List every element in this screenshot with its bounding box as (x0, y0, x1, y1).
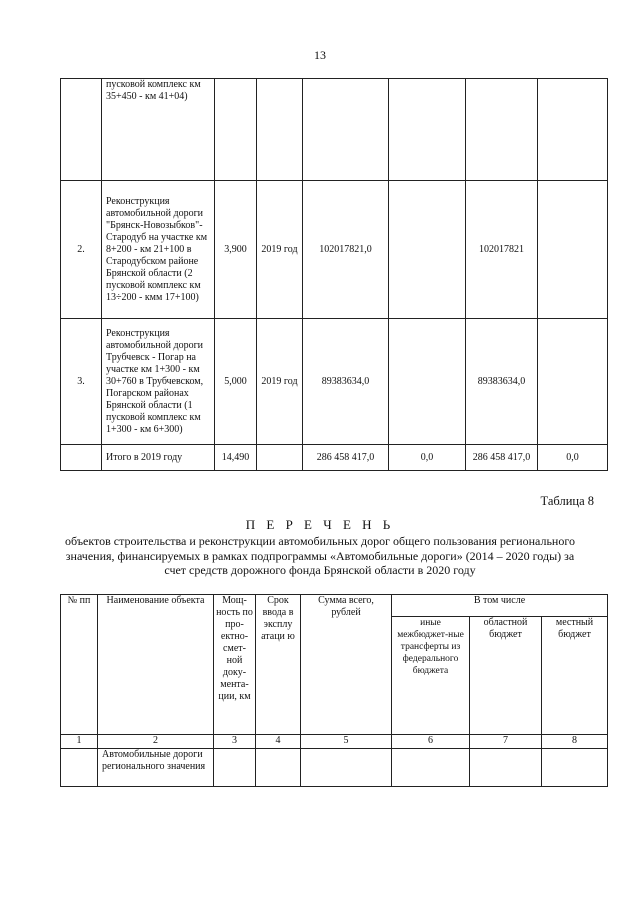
table-row (61, 181, 608, 319)
object-name: Реконструкция автомобильной дороги "Брянск-Новозыбков"-Стародуб на участке км 8+200 - км 21+100 в Стародубском районе Брянской области (2 пусковой комплекс км 13÷200 - кмм 17+100) (102, 181, 215, 319)
header-name: Наименование объекта (98, 595, 214, 735)
regional: 102017821 (466, 181, 538, 319)
col-number: 1 (61, 735, 98, 749)
federal: 0,0 (389, 445, 466, 471)
header-federal: иные межбюджет-ные трансферты из федерального бюджета (392, 617, 470, 735)
table-caption: Таблица 8 (540, 494, 594, 508)
column-number-row (61, 735, 608, 749)
length: 3,900 (215, 181, 257, 319)
object-name: Реконструкция автомобильной дороги Трубчевск - Погар на участке км 1+300 - км 30+760 в Трубчевском, Погарском районах Брянской области (1 пусковой комплекс км 1+300 - км 6+300) (102, 319, 215, 445)
year (257, 79, 303, 181)
header-num: № пп (61, 595, 98, 735)
power (214, 749, 256, 787)
total: 102017821,0 (303, 181, 389, 319)
regional (470, 749, 542, 787)
local (542, 749, 608, 787)
table-row (61, 319, 608, 445)
year: 2019 год (257, 181, 303, 319)
length (215, 79, 257, 181)
col-number: 7 (470, 735, 542, 749)
document-subtitle: объектов строительства и реконструкции автомобильных дорог общего пользования регионального значения, финансируемых в рамках подпрограммы «Автомобильные дороги» (2014 – 2020 годы) за счет средств дорожного фонда Брянской области в 2020 году (65, 534, 575, 577)
total (303, 79, 389, 181)
header-including: В том числе (392, 595, 608, 617)
row-number (61, 749, 98, 787)
total (301, 749, 392, 787)
total-label: Итого в 2019 году (102, 445, 215, 471)
federal (389, 181, 466, 319)
year (257, 445, 303, 471)
col-number: 6 (392, 735, 470, 749)
local: 0,0 (538, 445, 608, 471)
regional (466, 79, 538, 181)
col-number: 3 (214, 735, 256, 749)
length: 5,000 (215, 319, 257, 445)
object-name: Автомобильные дороги регионального значения (98, 749, 214, 787)
table-row (61, 749, 608, 787)
header-local: местный бюджет (542, 617, 608, 735)
header-regional: областной бюджет (470, 617, 542, 735)
row-number (61, 445, 102, 471)
regional: 89383634,0 (466, 319, 538, 445)
term (256, 749, 301, 787)
row-number: 2. (61, 181, 102, 319)
year: 2019 год (257, 319, 303, 445)
local (538, 79, 608, 181)
header-term: Срок ввода в эксплу атаци ю (256, 595, 301, 735)
col-number: 8 (542, 735, 608, 749)
row-number: 3. (61, 319, 102, 445)
col-number: 4 (256, 735, 301, 749)
header-power: Мощ-ность по про-ектно-смет-ной доку-мента-ции, км (214, 595, 256, 735)
page-number: 13 (314, 48, 326, 62)
total: 286 458 417,0 (303, 445, 389, 471)
federal (389, 79, 466, 181)
total: 89383634,0 (303, 319, 389, 445)
federal (392, 749, 470, 787)
object-name: пусковой комплекс км 35+450 - км 41+04) (102, 79, 215, 181)
document-heading: П Е Р Е Ч Е Н Ь (245, 517, 395, 532)
header-row (61, 595, 608, 617)
header-total: Сумма всего, рублей (301, 595, 392, 735)
local (538, 319, 608, 445)
length: 14,490 (215, 445, 257, 471)
col-number: 2 (98, 735, 214, 749)
table-7-continuation (60, 78, 608, 471)
regional: 286 458 417,0 (466, 445, 538, 471)
table-row (61, 79, 608, 181)
total-row (61, 445, 608, 471)
table-8 (60, 594, 608, 787)
local (538, 181, 608, 319)
federal (389, 319, 466, 445)
row-number (61, 79, 102, 181)
col-number: 5 (301, 735, 392, 749)
